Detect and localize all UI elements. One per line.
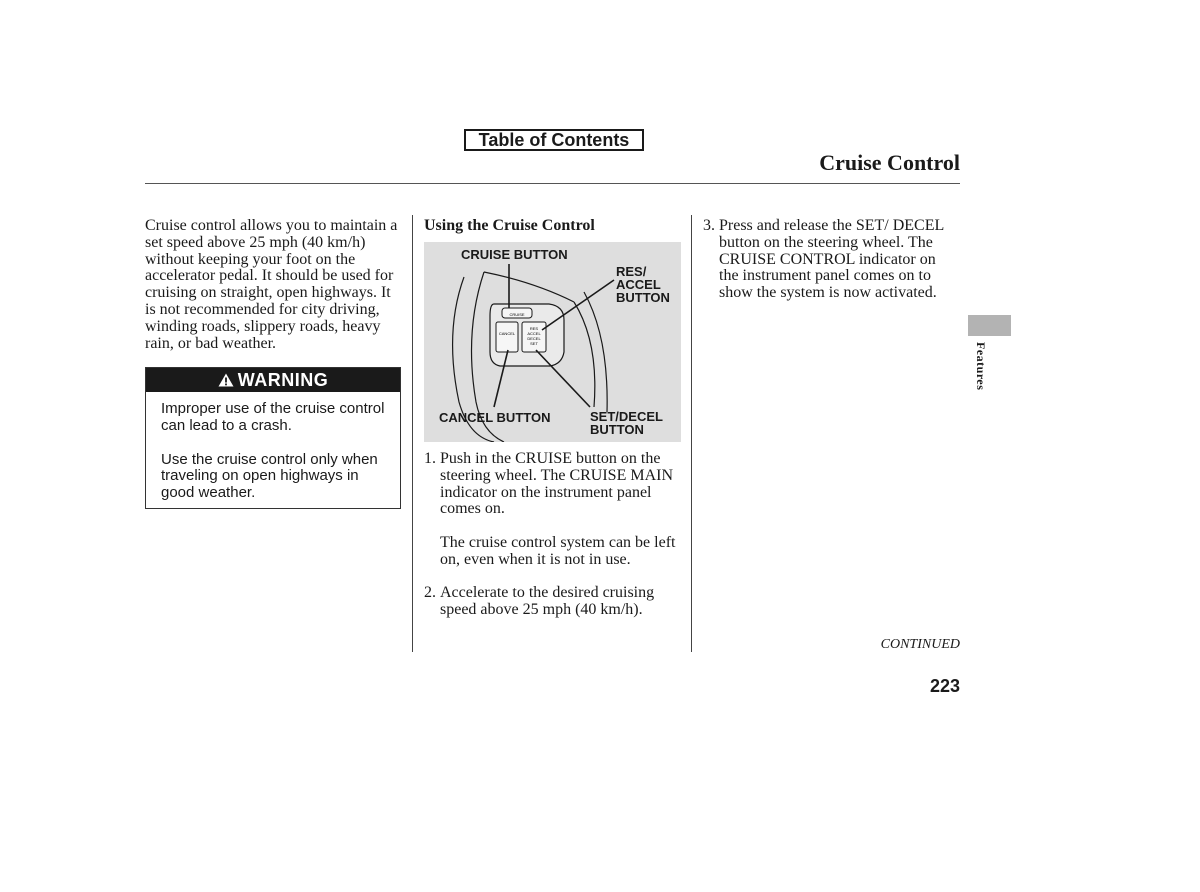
continued-label: CONTINUED — [880, 637, 960, 652]
warning-header — [146, 368, 400, 392]
column-divider-2 — [691, 215, 692, 652]
step-text — [440, 451, 686, 569]
set-decel-button-label: SET/DECEL BUTTON — [590, 409, 663, 437]
column-divider-1 — [412, 215, 413, 652]
step-paragraph: The cruise control system can be left on, even when it is not in use. — [440, 533, 676, 568]
step-3-column — [703, 218, 958, 319]
res-accel-small-label: RES — [529, 326, 539, 331]
warning-paragraph: Use the cruise control only when traveling on open highways in good weather. — [161, 450, 378, 502]
cancel-small-label: CANCEL — [498, 331, 516, 336]
cruise-button-label: CRUISE BUTTON — [461, 247, 568, 262]
cancel-button-label: CANCEL BUTTON — [439, 410, 551, 425]
section-heading: Using the Cruise Control — [424, 217, 595, 234]
step-number: 3. — [703, 217, 715, 234]
step-paragraph: Accelerate to the desired cruising speed above 25 mph (40 km/h). — [440, 584, 655, 619]
warning-paragraph: Improper use of the cruise control can lead to a crash. — [161, 400, 385, 434]
decel-small-label: DECEL — [527, 336, 541, 341]
step-item — [703, 218, 958, 302]
warning-triangle-icon — [218, 373, 234, 387]
table-of-contents-button[interactable]: Table of Contents — [464, 129, 644, 151]
step-paragraph: Press and release the SET/ DECEL button on the steering wheel. The CRUISE CONTROL indicator on the instrument panel comes on to show the system is now activated. — [719, 217, 944, 302]
warning-box — [145, 367, 401, 509]
section-tab — [968, 315, 1011, 336]
step-item — [424, 451, 686, 569]
intro-column — [145, 218, 403, 352]
cruise-small-label: CRUISE — [509, 312, 525, 317]
step-number: 1. — [424, 450, 436, 467]
section-tab-label: Features — [974, 342, 988, 391]
steps-list — [424, 451, 686, 636]
header-divider — [145, 183, 960, 184]
page-title: Cruise Control — [819, 150, 960, 175]
svg-text:ACCEL: ACCEL — [527, 331, 541, 336]
step-paragraph: Push in the CRUISE button on the steering wheel. The CRUISE MAIN indicator on the instrument panel comes on. — [440, 450, 673, 518]
using-column — [424, 218, 682, 235]
step-number: 2. — [424, 584, 436, 602]
step-text — [440, 585, 686, 619]
warning-body — [146, 392, 400, 502]
res-accel-button-label: RES/ ACCEL BUTTON — [616, 264, 670, 305]
page-number: 223 — [929, 676, 960, 696]
steering-wheel-buttons-diagram — [424, 242, 681, 442]
intro-paragraph: Cruise control allows you to maintain a set speed above 25 mph (40 km/h) without keeping your foot on the accelerator pedal. It should be used for cruising on straight, open highways. It is not recommended for city driving, winding roads, slippery roads, heavy rain, or bad weather. — [145, 217, 398, 352]
step-text — [719, 218, 958, 302]
warning-title: WARNING — [237, 369, 329, 390]
svg-text:SET: SET — [530, 341, 538, 346]
step-item — [424, 585, 686, 619]
